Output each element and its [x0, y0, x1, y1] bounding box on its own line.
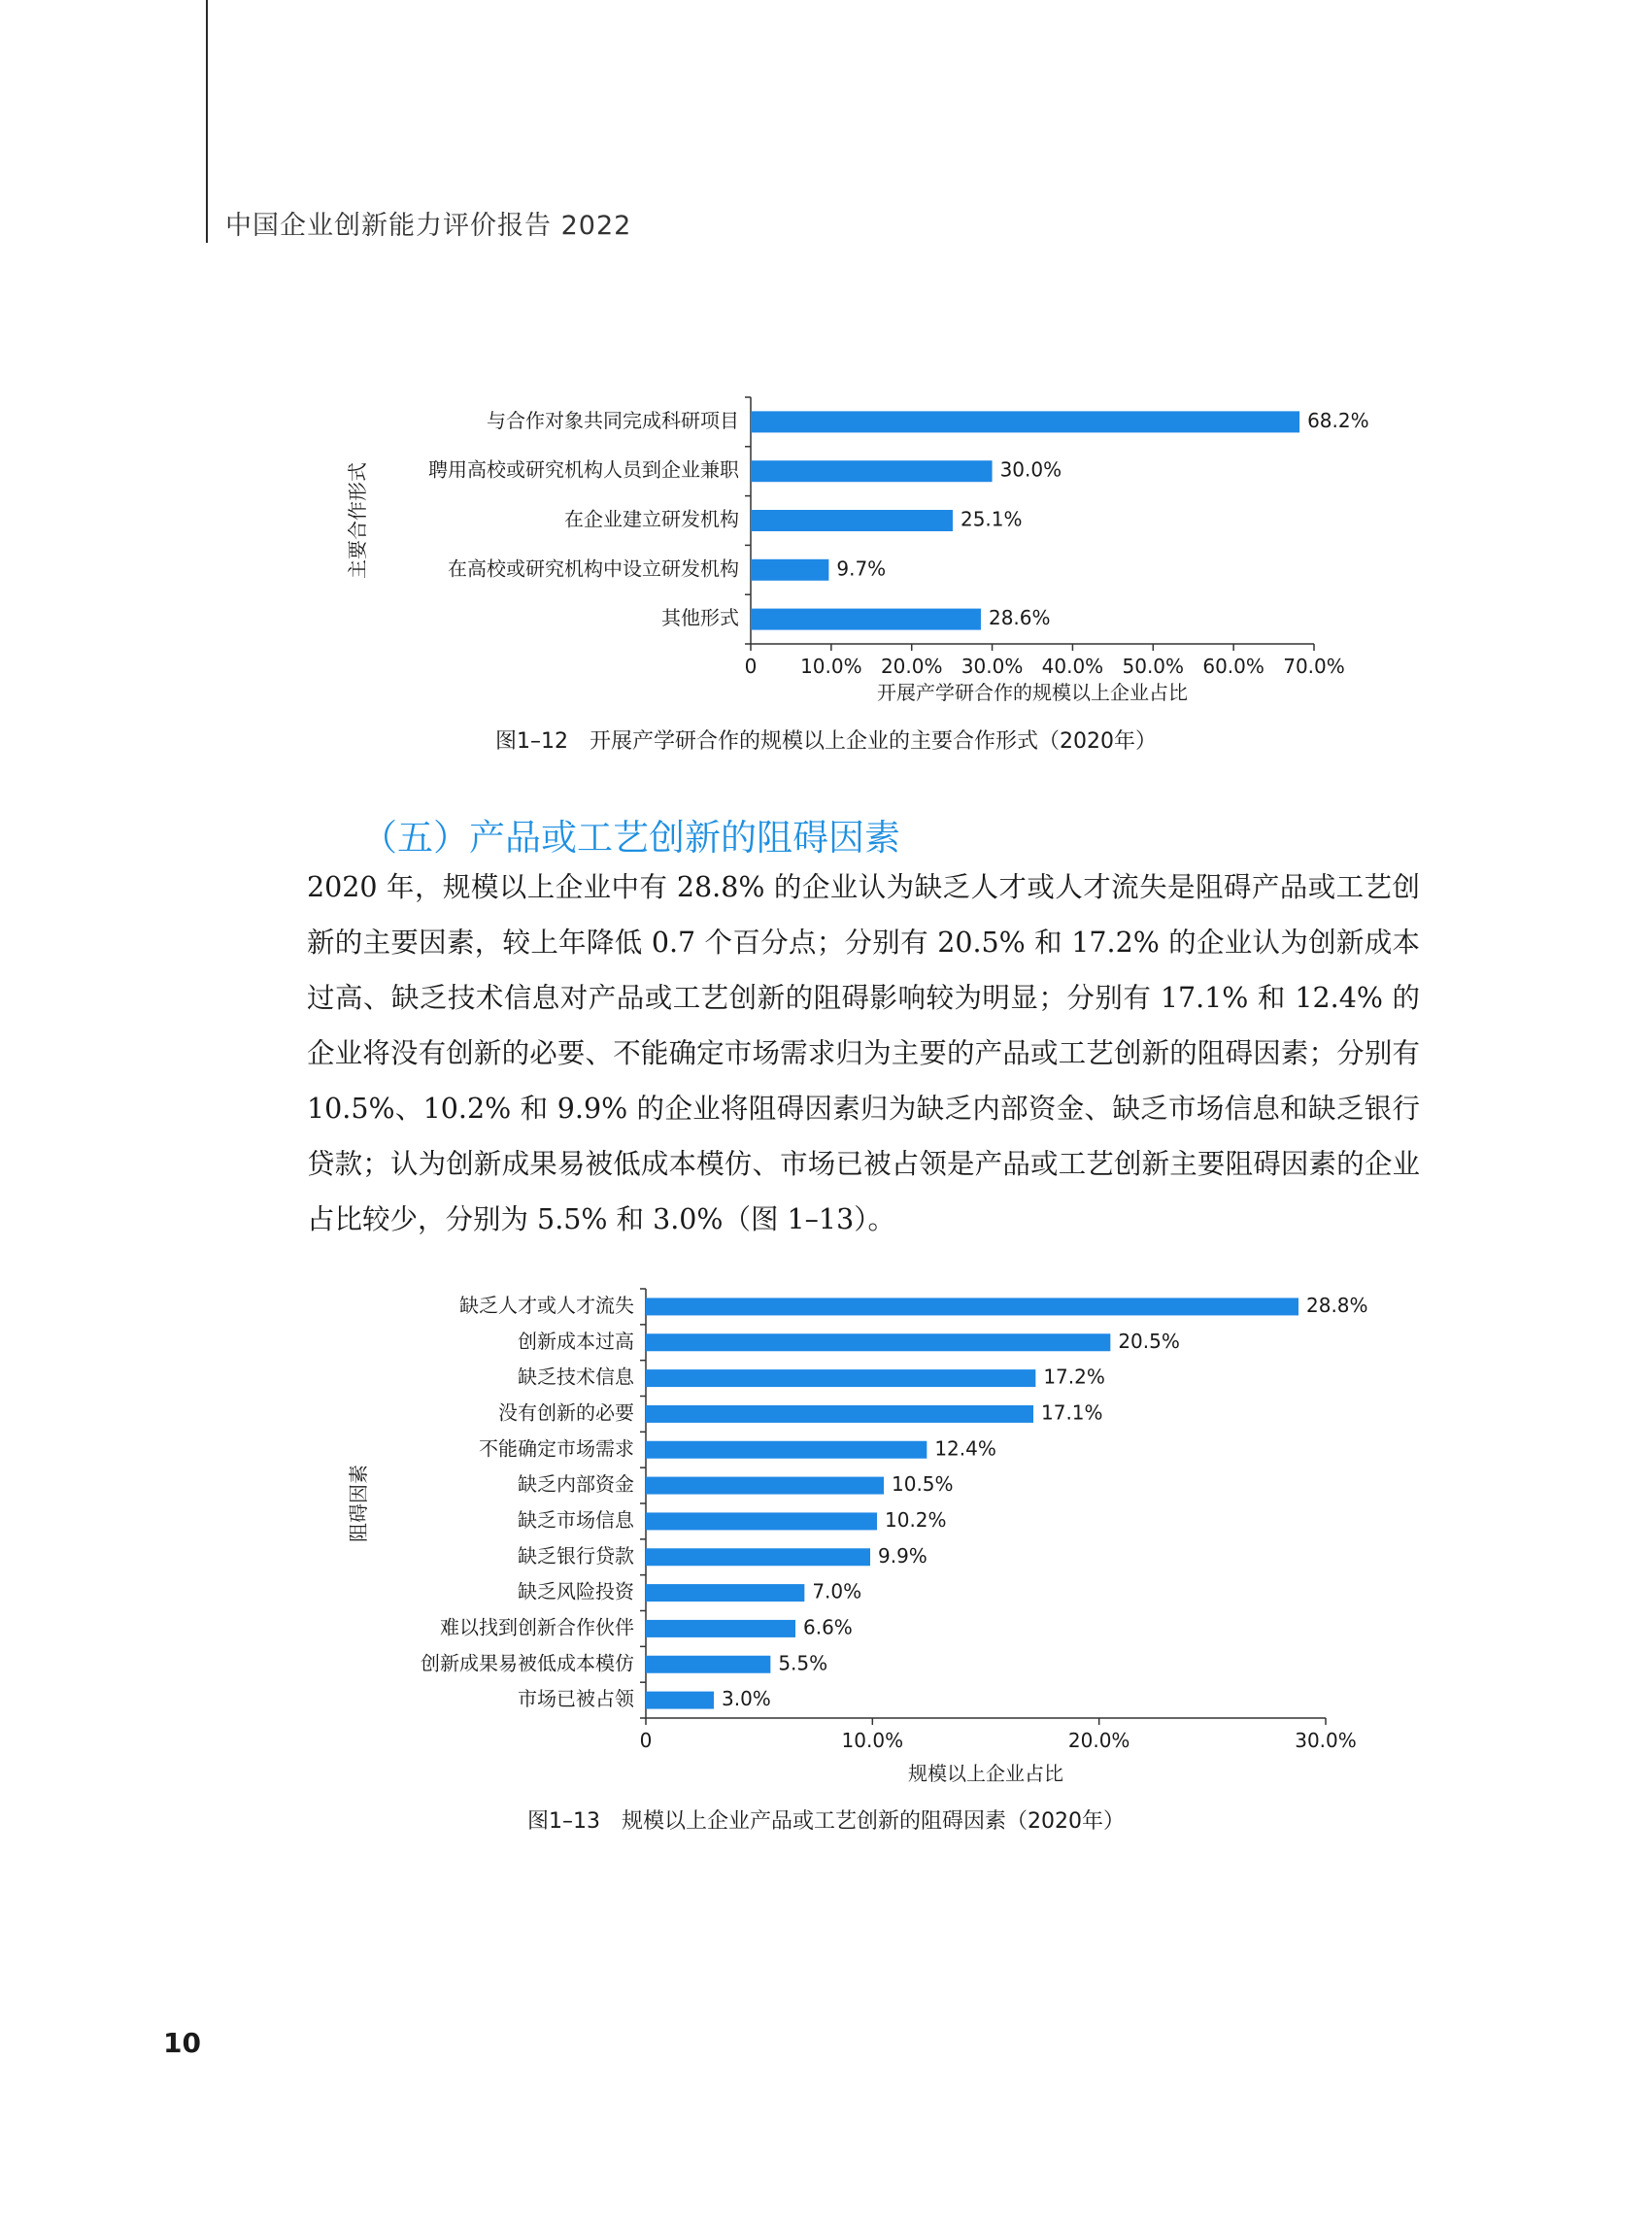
category-label: 在高校或研究机构中设立研发机构 — [448, 556, 739, 581]
value-label: 28.8% — [1306, 1293, 1368, 1317]
value-label: 9.7% — [836, 556, 887, 581]
x-axis-title: 开展产学研合作的规模以上企业占比 — [877, 681, 1188, 704]
category-label: 缺乏内部资金 — [518, 1472, 634, 1497]
bar — [646, 1692, 714, 1709]
x-tick-label: 20.0% — [1067, 1729, 1130, 1752]
bar — [646, 1656, 770, 1673]
value-label: 28.6% — [988, 606, 1051, 630]
value-label: 17.2% — [1043, 1365, 1105, 1389]
value-label: 68.2% — [1307, 408, 1369, 432]
figure-1-12-caption: 图1–12 开展产学研合作的规模以上企业的主要合作形式（2020年） — [495, 729, 1157, 754]
category-label: 没有创新的必要 — [498, 1400, 634, 1425]
bar — [646, 1333, 1110, 1351]
body-paragraph: 2020 年，规模以上企业中有 28.8% 的企业认为缺乏人才或人才流失是阻碍产品或工艺创新的主要因素，较上年降低 0.7 个百分点；分别有 20.5% 和 17.2% 的企业认为创新成本过高、缺乏技术信息对产品或工艺创新的阻碍影响较为明显；分别有 17.1% 和 12.4% 的企业将没有创新的必要、不能确定市场需求归为主要的产品或工艺创新的阻碍因素；分别有 10.5%、10.2% 和 9.9% 的企业将阻碍因素归为缺乏内部资金、缺乏市场信息和缺乏银行贷款；认为创新成果易被低成本模仿、市场已被占领是产品或工艺创新主要阻碍因素的企业占比较少，分别为 5.5% 和 3.0%（图 1–13）。 — [307, 871, 1420, 1235]
x-tick-label: 70.0% — [1283, 655, 1345, 678]
category-label: 不能确定市场需求 — [479, 1436, 634, 1461]
value-label: 25.1% — [960, 507, 1023, 531]
bar — [646, 1405, 1033, 1423]
value-label: 7.0% — [812, 1579, 862, 1603]
category-label: 缺乏银行贷款 — [518, 1543, 634, 1568]
category-label: 其他形式 — [661, 606, 739, 630]
figure-1-13-caption: 图1–13 规模以上企业产品或工艺创新的阻碍因素（2020年） — [527, 1809, 1125, 1834]
category-label: 在企业建立研发机构 — [564, 507, 739, 531]
value-label: 10.2% — [885, 1507, 947, 1532]
y-axis-title: 主要合作形式 — [346, 462, 369, 579]
x-tick-label: 20.0% — [880, 655, 943, 678]
bar — [646, 1584, 804, 1602]
category-label: 聘用高校或研究机构人员到企业兼职 — [428, 457, 739, 482]
bar — [646, 1620, 795, 1637]
x-tick-label: 10.0% — [841, 1729, 904, 1752]
x-tick-label: 10.0% — [800, 655, 862, 678]
x-tick-label: 30.0% — [961, 655, 1024, 678]
value-label: 6.6% — [803, 1615, 853, 1639]
bar — [646, 1548, 870, 1566]
x-tick-label: 0 — [744, 655, 758, 678]
value-label: 12.4% — [934, 1436, 996, 1461]
bar — [646, 1477, 884, 1495]
category-label: 创新成果易被低成本模仿 — [421, 1651, 634, 1675]
section-heading: （五）产品或工艺创新的阻碍因素 — [361, 817, 900, 859]
x-tick-label: 0 — [639, 1729, 653, 1752]
category-label: 缺乏风险投资 — [518, 1579, 634, 1603]
value-label: 20.5% — [1118, 1329, 1180, 1353]
x-axis-title: 规模以上企业占比 — [908, 1762, 1063, 1785]
category-label: 缺乏市场信息 — [518, 1507, 634, 1532]
x-tick-label: 40.0% — [1041, 655, 1104, 678]
value-label: 10.5% — [892, 1472, 954, 1497]
value-label: 30.0% — [999, 457, 1062, 482]
category-label: 与合作对象共同完成科研项目 — [487, 408, 739, 432]
category-label: 缺乏人才或人才流失 — [459, 1293, 634, 1317]
x-tick-label: 30.0% — [1295, 1729, 1357, 1752]
bar — [646, 1441, 927, 1459]
page-number: 10 — [163, 2027, 201, 2059]
x-tick-label: 50.0% — [1122, 655, 1185, 678]
category-label: 创新成本过高 — [518, 1329, 634, 1353]
value-label: 9.9% — [878, 1543, 927, 1568]
category-label: 缺乏技术信息 — [518, 1365, 634, 1389]
value-label: 3.0% — [722, 1687, 771, 1711]
bar — [646, 1369, 1035, 1387]
x-tick-label: 60.0% — [1202, 655, 1264, 678]
running-header: 中国企业创新能力评价报告 2022 — [225, 211, 632, 241]
category-label: 难以找到创新合作伙伴 — [440, 1615, 634, 1639]
category-label: 市场已被占领 — [518, 1687, 634, 1711]
value-label: 17.1% — [1041, 1400, 1103, 1425]
value-label: 5.5% — [778, 1651, 828, 1675]
y-axis-title: 阻碍因素 — [347, 1465, 370, 1542]
bar — [646, 1298, 1298, 1315]
bar — [646, 1512, 877, 1530]
